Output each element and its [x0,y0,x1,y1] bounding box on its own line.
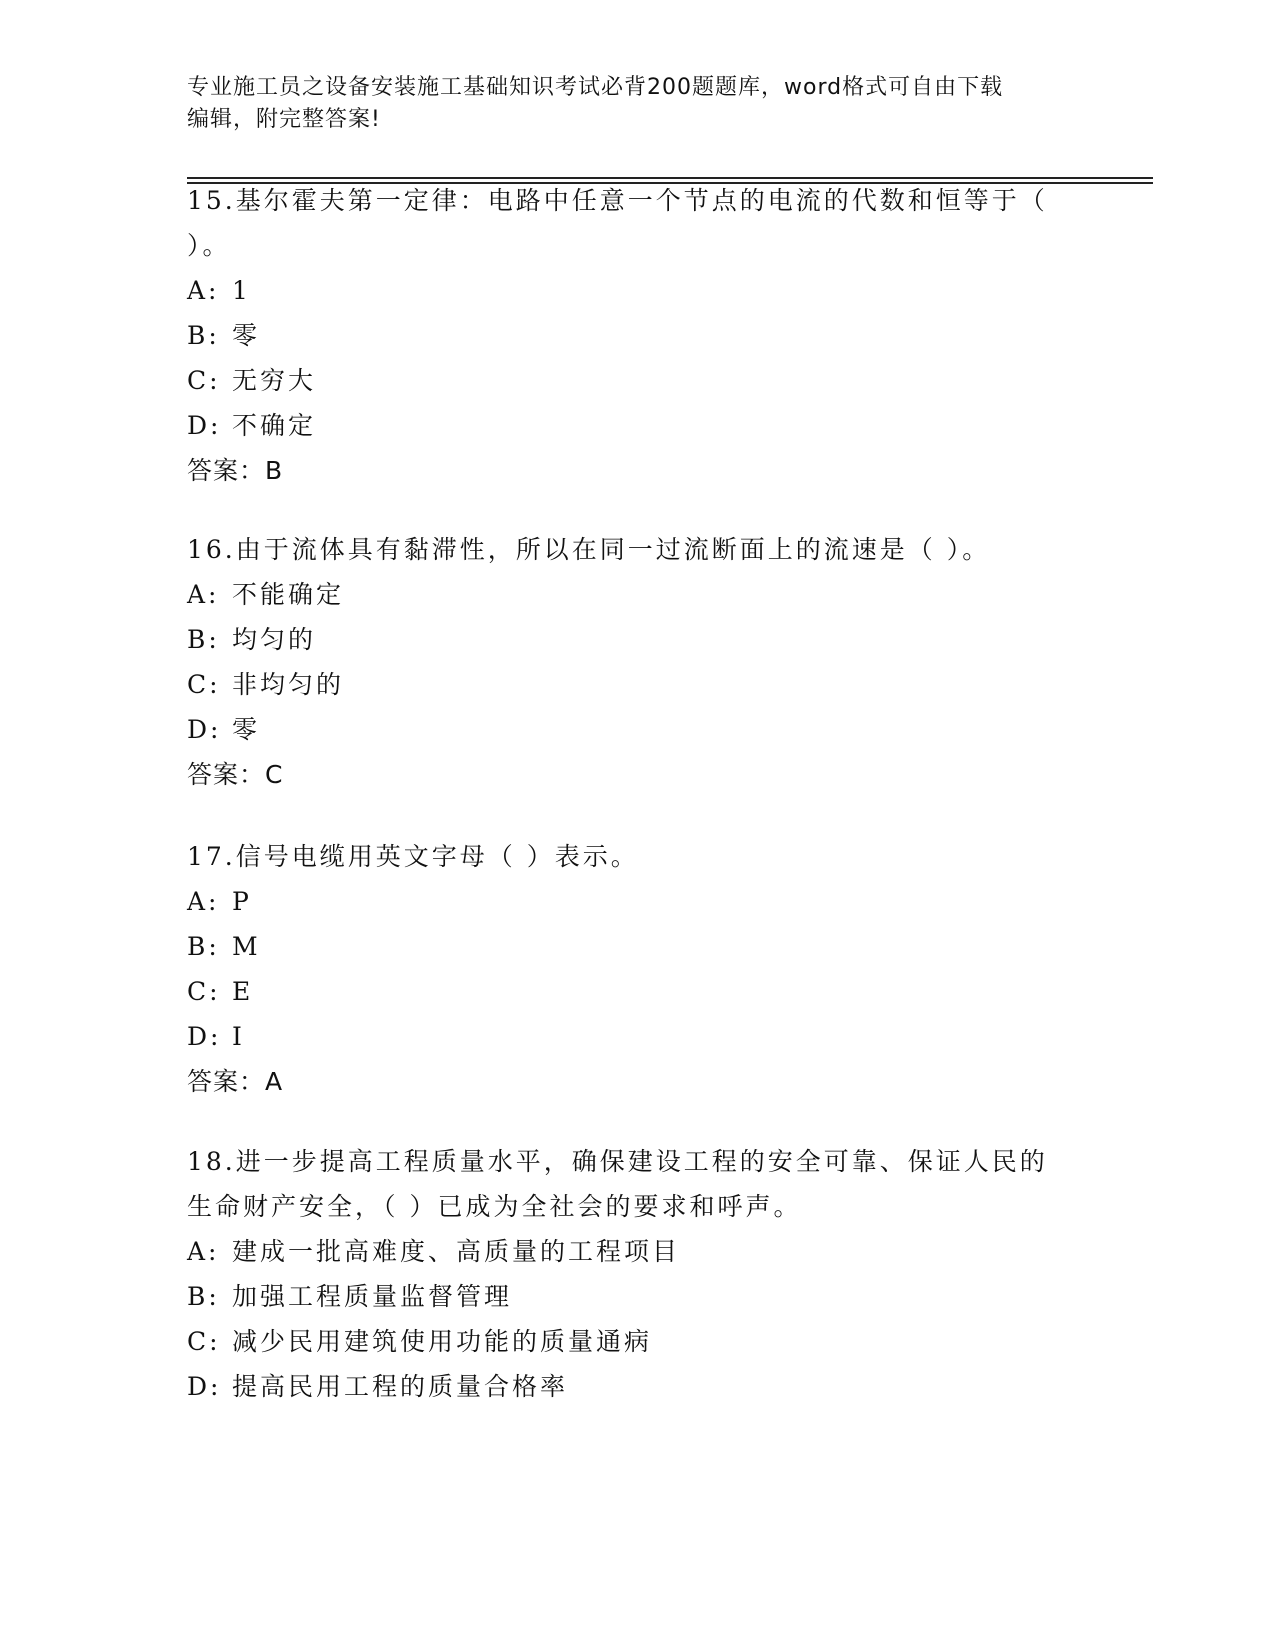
answer-label: 答案： [187,760,266,789]
answer-label: 答案： [187,1067,266,1096]
answer-value: C [265,760,284,789]
option-letter: A: [187,1237,220,1266]
option-letter: D: [187,1372,222,1401]
question-text-line-1: 18.进一步提高工程质量水平，确保建设工程的安全可靠、保证人民的 [187,1147,1048,1176]
option-letter: C: [187,366,221,395]
option-text: 无穷大 [232,366,317,395]
option-text: 不能确定 [232,580,345,609]
option-d [187,707,1087,752]
option-text: 加强工程质量监督管理 [232,1282,513,1311]
option-letter: B: [187,1282,220,1311]
option-text: 1 [232,276,251,305]
option-letter: D: [187,1022,222,1051]
option-text: E [232,977,254,1006]
header-line-1: 专业施工员之设备安装施工基础知识考试必背200题题库，word格式可自由下载 [187,75,1004,100]
option-letter: C: [187,1327,221,1356]
option-b [187,313,1087,358]
option-letter: C: [187,670,221,699]
option-c [187,969,1087,1014]
option-c [187,662,1087,707]
option-text: 均匀的 [232,625,317,654]
option-letter: A: [187,276,220,305]
question-17 [187,834,1087,1104]
answer-value: B [265,456,284,485]
option-text: M [232,932,261,961]
answer-line [187,1059,1087,1104]
option-d [187,1364,1087,1409]
option-text: 减少民用建筑使用功能的质量通病 [232,1327,653,1356]
option-d [187,403,1087,448]
option-letter: C: [187,977,221,1006]
option-letter: B: [187,625,220,654]
option-b [187,617,1087,662]
option-text: 建成一批高难度、高质量的工程项目 [232,1237,681,1266]
option-text: 零 [232,715,261,744]
option-c [187,358,1087,403]
question-18 [187,1139,1087,1409]
option-a [187,572,1087,617]
answer-line [187,752,1087,797]
answer-value: A [265,1067,284,1096]
option-text: 非均匀的 [232,670,345,699]
question-text-line-2: 生命财产安全，（ ）已成为全社会的要求和呼声。 [187,1192,802,1221]
header-line-2: 编辑，附完整答案! [187,107,381,132]
option-b [187,1274,1087,1319]
question-16 [187,527,1087,797]
option-letter: D: [187,715,222,744]
option-text: I [232,1022,245,1051]
option-text: 不确定 [232,411,317,440]
document-header [187,72,1067,136]
answer-label: 答案： [187,456,266,485]
question-text-line-1: 15.基尔霍夫第一定律：电路中任意一个节点的电流的代数和恒等于（ [187,186,1048,215]
option-a [187,879,1087,924]
option-letter: A: [187,580,220,609]
option-letter: B: [187,932,220,961]
option-b [187,924,1087,969]
option-letter: D: [187,411,222,440]
option-text: 零 [232,321,261,350]
answer-line [187,448,1087,493]
question-text-line-2: ）。 [187,231,231,260]
option-a [187,268,1087,313]
option-d [187,1014,1087,1059]
question-15 [187,178,1087,493]
question-text-line-1: 17.信号电缆用英文字母（ ）表示。 [187,842,639,871]
option-text: 提高民用工程的质量合格率 [232,1372,569,1401]
option-c [187,1319,1087,1364]
option-a [187,1229,1087,1274]
option-text: P [232,887,252,916]
question-text-line-1: 16.由于流体具有黏滞性，所以在同一过流断面上的流速是（ ）。 [187,535,991,564]
option-letter: A: [187,887,220,916]
option-letter: B: [187,321,220,350]
